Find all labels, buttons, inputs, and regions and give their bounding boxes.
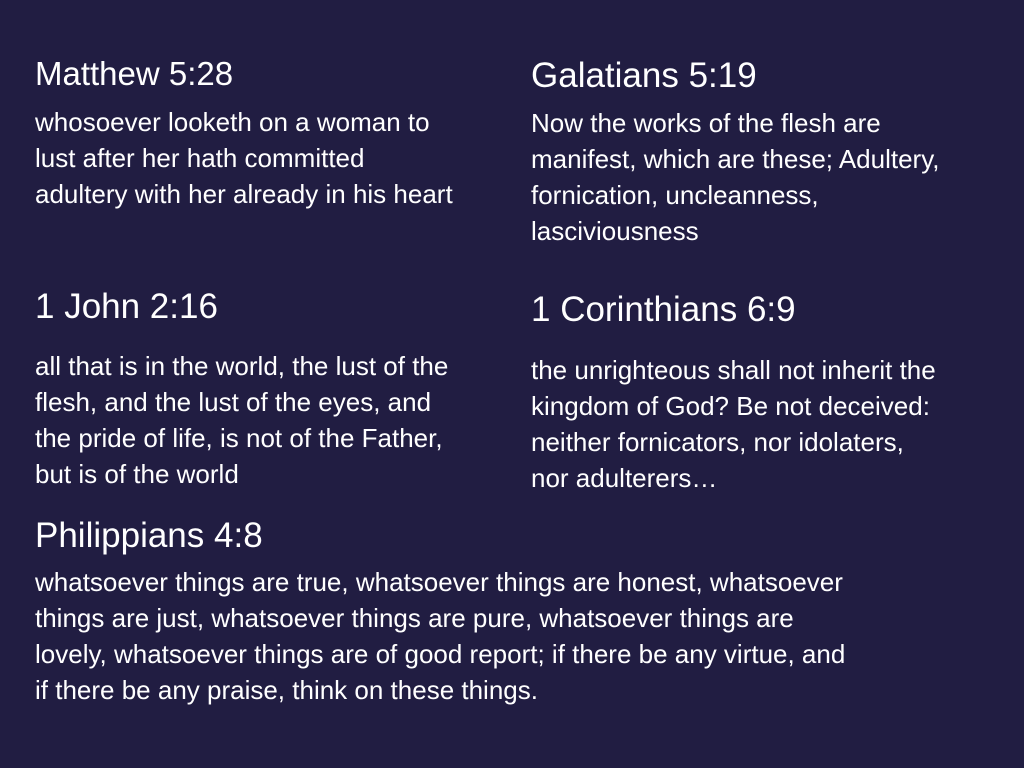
verse-line: kingdom of God? Be not deceived:	[531, 391, 930, 421]
passage-reference: Galatians 5:19	[531, 56, 757, 95]
verse-line: lasciviousness	[531, 216, 699, 246]
verse-line: whosoever looketh on a woman to	[35, 107, 430, 137]
passage-text	[531, 352, 1021, 496]
verse-line: if there be any praise, think on these things.	[35, 675, 538, 705]
verse-line: lust after her hath committed	[35, 143, 365, 173]
passage-1-corinthians	[531, 292, 1021, 496]
passage-1-john	[35, 289, 525, 492]
passage-text	[35, 564, 995, 708]
passage-text	[35, 104, 525, 212]
verse-line: but is of the world	[35, 459, 239, 489]
verse-line: adultery with her already in his heart	[35, 179, 453, 209]
verse-line: nor adulterers…	[531, 463, 718, 493]
passage-text	[531, 105, 1021, 249]
verse-line: whatsoever things are true, whatsoever things are honest, whatsoever	[35, 567, 843, 597]
verse-line: things are just, whatsoever things are pure, whatsoever things are	[35, 603, 794, 633]
passage-philippians	[35, 518, 995, 708]
passage-galatians	[531, 58, 1021, 249]
passage-reference: Philippians 4:8	[35, 516, 263, 555]
verse-line: Now the works of the flesh are	[531, 108, 881, 138]
passage-matthew	[35, 57, 525, 212]
verse-line: fornication, uncleanness,	[531, 180, 819, 210]
verse-line: manifest, which are these; Adultery,	[531, 144, 940, 174]
passage-text	[35, 348, 525, 492]
verse-line: flesh, and the lust of the eyes, and	[35, 387, 432, 417]
verse-line: the unrighteous shall not inherit the	[531, 355, 936, 385]
verse-line: all that is in the world, the lust of the	[35, 351, 449, 381]
passage-reference: Matthew 5:28	[35, 55, 234, 92]
verse-line: neither fornicators, nor idolaters,	[531, 427, 904, 457]
verse-line: lovely, whatsoever things are of good report; if there be any virtue, and	[35, 639, 846, 669]
passage-reference: 1 Corinthians 6:9	[531, 290, 796, 329]
verse-line: the pride of life, is not of the Father,	[35, 423, 443, 453]
passage-reference: 1 John 2:16	[35, 287, 218, 326]
